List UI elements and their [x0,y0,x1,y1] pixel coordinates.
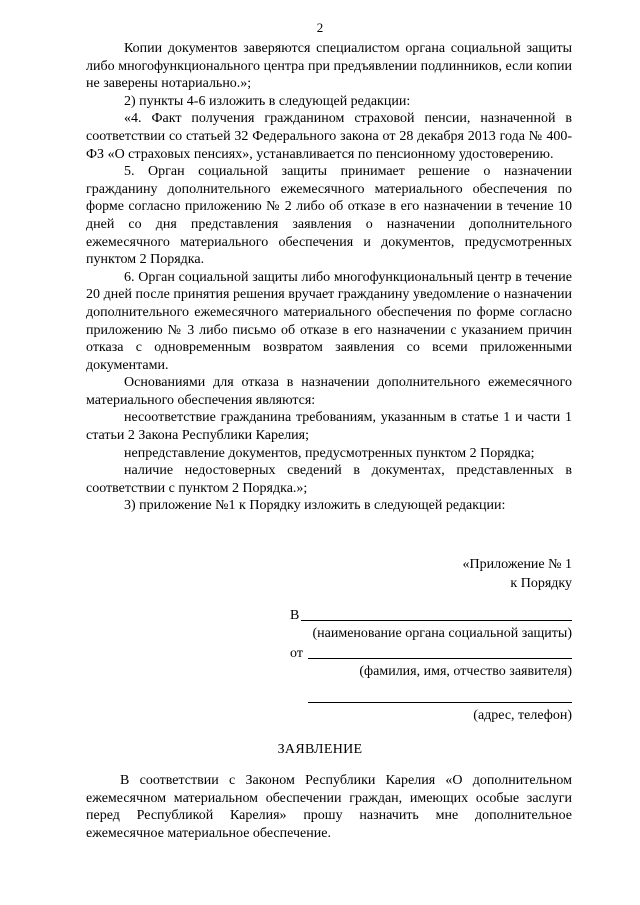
recipient-field[interactable] [301,620,572,621]
paragraph-point-4: «4. Факт получения гражданином страховой пенсии, назначенной в соответствии со статьей 32 Федерального закона от 28 декабря 2013 года № 400-ФЗ «О страховых пенсиях», устанавливается по пенсионному удостоверению. [86,111,572,162]
address-caption: (адрес, телефон) [473,708,572,723]
recipient-caption: (наименование органа социальной защиты) [312,626,572,641]
page-number: 2 [316,20,324,35]
document-body [86,40,572,515]
applicant-caption: (фамилия, имя, отчество заявителя) [359,664,572,679]
paragraph-item-2: 2) пункты 4-6 изложить в следующей редакции: [124,93,411,109]
recipient-line [290,606,572,624]
paragraph-refusal-grounds: Основаниями для отказа в назначении дополнительного ежемесячного материального обеспечения являются: [86,375,572,408]
applicant-line [290,644,572,662]
paragraph-ground-1: несоответствие гражданина требованиям, указанным в статье 1 и части 1 статьи 2 Закона Республики Карелия; [86,410,572,444]
paragraph-copies: Копии документов заверяются специалистом органа социальной защиты либо многофункционального центра при предъявлении подлинников, если копии не заверены нотариально.»; [86,41,572,92]
applicant-field[interactable] [308,658,572,659]
paragraph-ground-2: непредставление документов, предусмотренных пунктом 2 Порядка; [124,445,535,461]
appendix-line-1: «Приложение № 1 [462,557,572,572]
paragraph-item-3: 3) приложение №1 к Порядку изложить в следующей редакции: [124,498,506,514]
address-field[interactable] [308,702,572,703]
statement-text: В соответствии с Законом Республики Карелия «О дополнительном ежемесячном материальном обеспечении граждан, имеющих особые заслуги перед Республикой Карелия» прошу назначить мне дополнительное ежемесячное материальное обеспечение. [86,773,572,841]
paragraph-point-5: 5. Орган социальной защиты принимает решение о назначении гражданину дополнительного ежемесячного материального обеспечения по форме согласно приложению № 2 либо об отказе в его назначении в течение 10 дней со дня представления заявления о назначении дополнительного ежемесячного материального обеспечения и документов, предусмотренных пунктом 2 Порядка. [86,164,572,268]
paragraph-point-6: 6. Орган социальной защиты либо многофункциональный центр в течение 20 дней после принятия решения вручает гражданину уведомление о назначении дополнительного ежемесячного материального обеспечения по форме согласно приложению № 3 либо письмо об отказе в его назначении с указанием причин отказа с одновременным возвратом заявления со всеми приложенными документами. [86,269,572,373]
appendix-heading [463,555,573,593]
address-line [290,688,572,706]
paragraph-ground-3: наличие недостоверных сведений в документах, представленных в соответствии с пунктом 2 Порядка.»; [86,463,572,496]
statement-title: ЗАЯВЛЕНИЕ [277,742,363,757]
address-block [290,606,572,726]
applicant-prefix: от [290,646,307,661]
appendix-line-2: к Порядку [510,576,572,591]
recipient-prefix: В [290,608,300,623]
